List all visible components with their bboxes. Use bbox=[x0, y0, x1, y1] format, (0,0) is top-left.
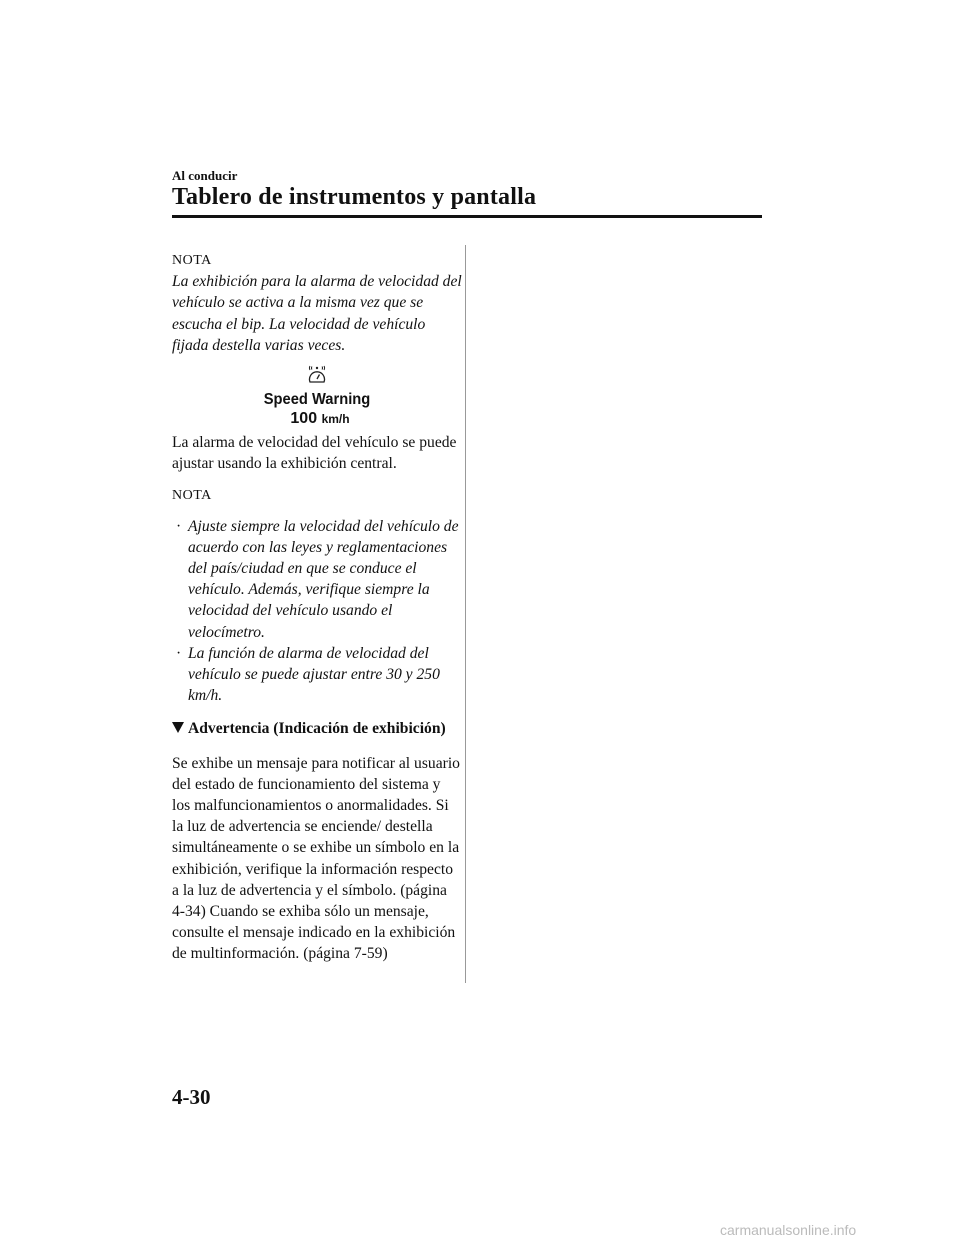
nota-list-item: · La función de alarma de velocidad del vehículo se puede ajustar entre 30 y 250 km/h. bbox=[176, 644, 440, 705]
figure-title: Speed Warning bbox=[263, 391, 371, 409]
chapter-title: Tablero de instrumentos y pantalla bbox=[172, 184, 537, 210]
figure-speed-unit: km/h bbox=[321, 412, 350, 427]
section-heading: Advertencia (Indicación de exhibición) bbox=[172, 718, 462, 739]
left-column bbox=[172, 250, 462, 965]
nota-text: La exhibición para la alarma de velocidad del vehículo se activa a la misma vez que se escucha el bip. La velocidad de vehículo fijada destella varias veces. bbox=[172, 273, 462, 354]
body-paragraph: La alarma de velocidad del vehículo se puede ajustar usando la exhibición central. bbox=[172, 434, 457, 473]
triangle-marker-icon bbox=[172, 722, 184, 733]
section-paragraph: Se exhibe un mensaje para notificar al usuario del estado de funcionamiento del sistema y los malfuncionamientos o anormalidades. Si la luz de advertencia se enciende/ destella simultáneamente o se exhibe un símbolo en la exhibición, verifique la información respecto a la luz de advertencia y el símbolo. (página 4-34) Cuando se exhiba sólo un mensaje, consulte el mensaje indicado en la exhibición de multinformación. (página 7-59) bbox=[172, 754, 460, 963]
nota-list-item: · Ajuste siempre la velocidad del vehículo de acuerdo con las leyes y reglamentaciones del país/ciudad en que se conduce el vehículo. Además, verifique siempre la velocidad del vehículo usando el velocímetro. bbox=[176, 517, 459, 641]
running-head: Al conducir bbox=[172, 168, 238, 183]
figure-speed bbox=[172, 410, 462, 428]
nota-label: NOTA bbox=[172, 253, 212, 268]
figure-speed-value: 100 bbox=[290, 410, 318, 428]
speed-warning-gauge-icon bbox=[306, 364, 328, 384]
column-divider bbox=[465, 245, 466, 983]
nota-label-2: NOTA bbox=[172, 488, 212, 504]
nota-list bbox=[172, 516, 462, 707]
page-number: 4-30 bbox=[172, 1085, 211, 1109]
watermark: carmanualsonline.info bbox=[720, 1222, 857, 1238]
title-rule bbox=[172, 215, 762, 218]
speed-warning-figure bbox=[172, 364, 462, 428]
